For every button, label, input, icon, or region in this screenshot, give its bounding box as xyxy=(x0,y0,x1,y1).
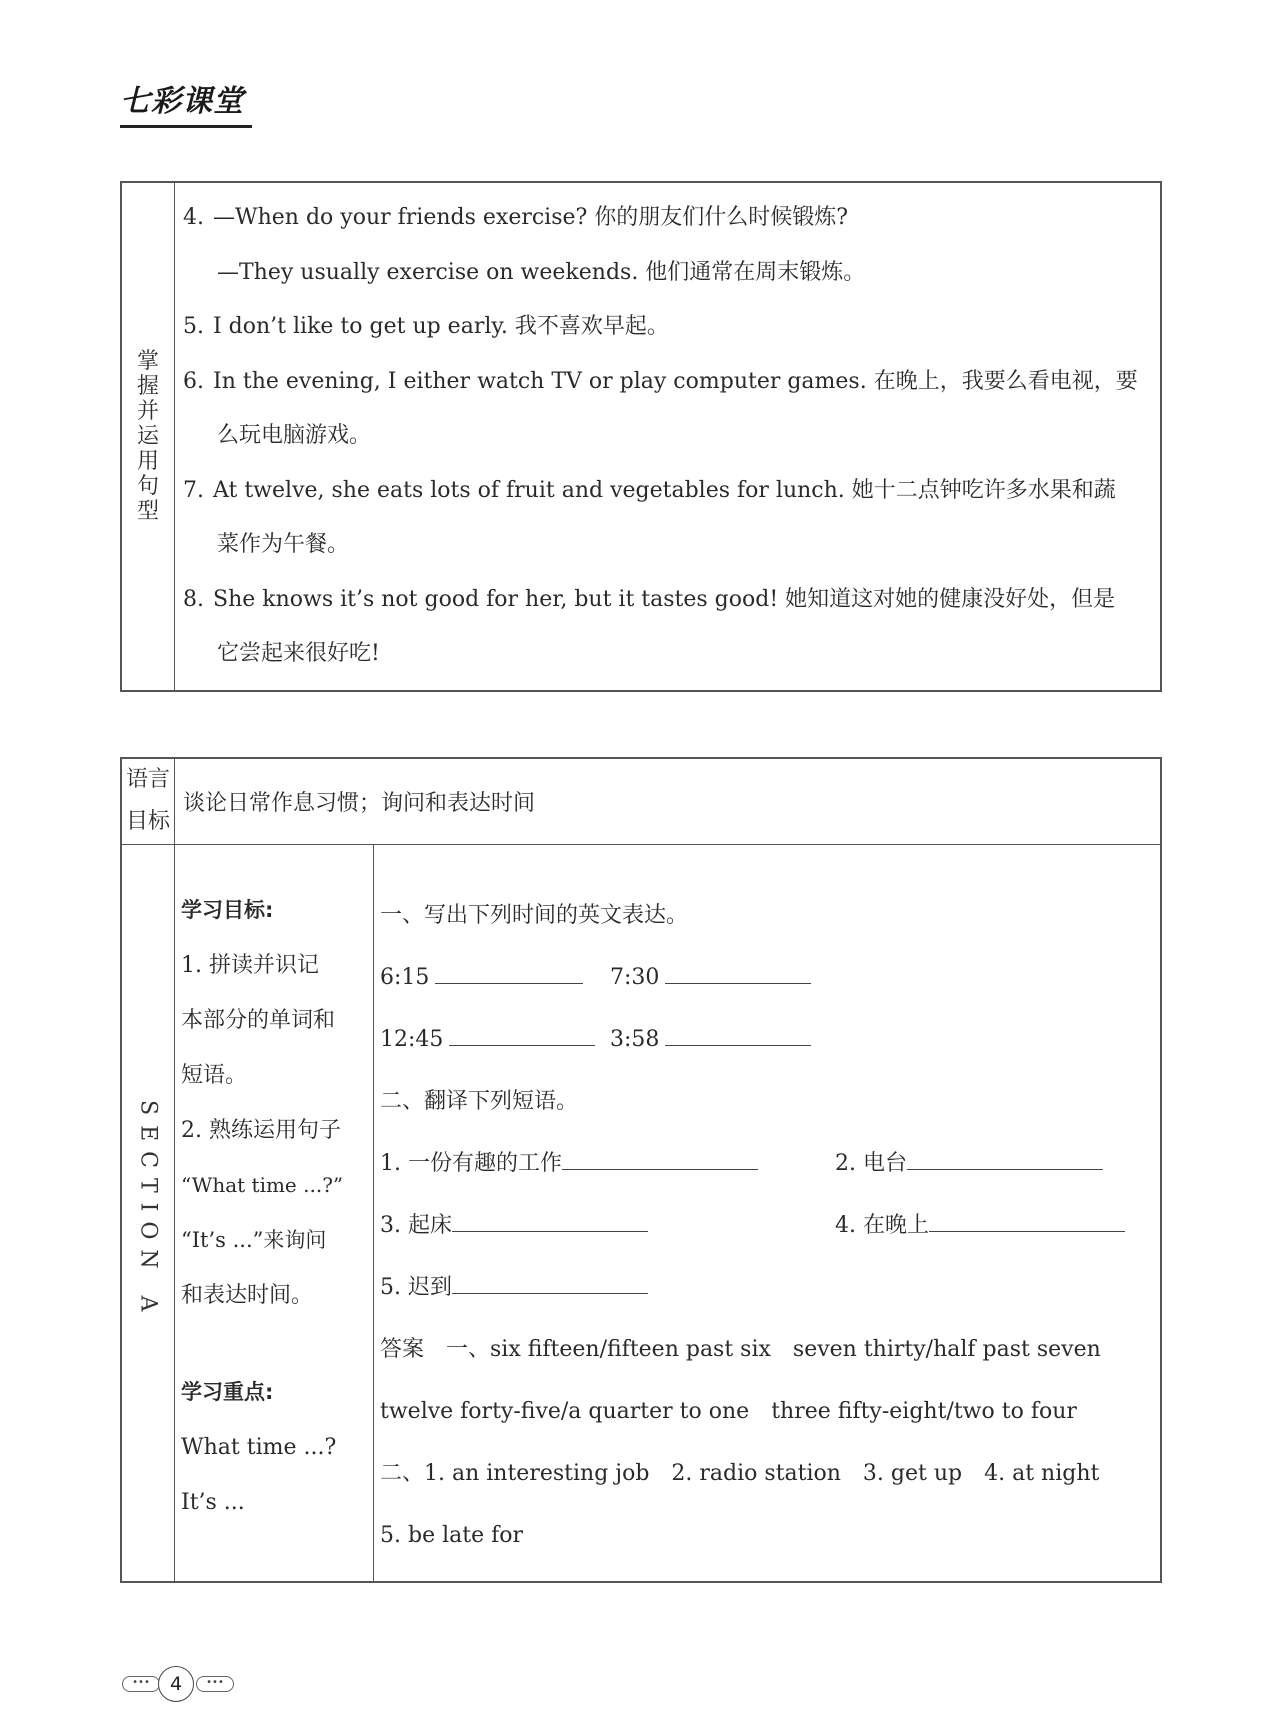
side-char: 句 xyxy=(136,473,159,499)
sentence-line: 么玩电脑游戏。 xyxy=(217,423,372,448)
time-item: 6:15 xyxy=(380,947,610,1009)
side-char: 用 xyxy=(136,448,159,474)
sentence-line: 6. In the evening, I either watch TV or play computer games. 在晚上，我要么看电视，要 xyxy=(183,368,1138,394)
logo xyxy=(120,82,260,128)
answer-blank[interactable] xyxy=(435,957,583,984)
time-item: 7:30 xyxy=(610,947,811,1009)
page-number: 4 xyxy=(158,1666,194,1702)
side-char: 并 xyxy=(136,398,159,424)
sentence-line: 它尝起来很好吃! xyxy=(217,641,380,666)
answer-blank[interactable] xyxy=(665,957,811,984)
language-goal-text: 谈论日常作息习惯；询问和表达时间 xyxy=(175,758,1162,844)
time-item: 3:58 xyxy=(610,1009,811,1071)
sentence-line: 菜作为午餐。 xyxy=(217,532,350,557)
sentence-line: 8. She knows it’s not good for her, but it tastes good! 她知道这对她的健康没好处，但是 xyxy=(183,586,1116,612)
logo-text: 七彩课堂 xyxy=(120,84,244,119)
goal-line: 1. 拼读并识记 xyxy=(181,952,319,978)
phrase-item: 4. 在晚上 xyxy=(835,1195,1125,1257)
answer-blank[interactable] xyxy=(907,1143,1103,1170)
phrase-item: 1. 一份有趣的工作 xyxy=(380,1133,835,1195)
side-char: 型 xyxy=(136,498,159,524)
side-char: 握 xyxy=(136,373,159,399)
logo-underline xyxy=(120,125,252,128)
phrase-item: 2. 电台 xyxy=(835,1133,1103,1195)
answer-blank[interactable] xyxy=(929,1205,1125,1232)
sentences-table xyxy=(120,181,1162,692)
key-point-line: It’s ... xyxy=(181,1489,245,1515)
answer-blank[interactable] xyxy=(562,1143,758,1170)
sentence-line: —They usually exercise on weekends. 他们通常在周末锻炼。 xyxy=(217,259,866,285)
phrase-row xyxy=(380,1257,1150,1319)
phrase-row xyxy=(380,1133,1150,1195)
goals-title: 学习目标: xyxy=(181,897,274,922)
sentence-line: 5. I don’t like to get up early. 我不喜欢早起。 xyxy=(183,314,669,339)
time-row xyxy=(380,947,1150,1009)
phrase-item: 5. 迟到 xyxy=(380,1257,648,1319)
answer-line: 二、1. an interesting job 2. radio station 3. get up 4. at night xyxy=(380,1460,1100,1486)
goal-line: 短语。 xyxy=(181,1062,248,1088)
answer-line: 5. be late for xyxy=(380,1522,523,1548)
goal-line: 2. 熟练运用句子 xyxy=(181,1117,341,1143)
goal-line: “It’s ...”来询问 xyxy=(181,1227,327,1252)
section-label xyxy=(121,844,175,1582)
answer-blank[interactable] xyxy=(665,1019,811,1046)
phrase-item: 3. 起床 xyxy=(380,1195,835,1257)
learning-goals xyxy=(175,844,374,1582)
sentence-line: 4. —When do your friends exercise? 你的朋友们什么时候锻炼? xyxy=(183,205,849,230)
language-goal-label xyxy=(121,758,175,844)
answer-line: twelve forty-five/a quarter to one three fifty-eight/two to four xyxy=(380,1398,1077,1424)
goal-line: 本部分的单词和 xyxy=(181,1007,336,1033)
section-a-table xyxy=(120,757,1162,1583)
goal-line: “What time ...?” xyxy=(181,1172,344,1197)
dots-decoration: ••• xyxy=(122,1676,160,1692)
sentences-side-label xyxy=(121,182,175,691)
side-char: 运 xyxy=(136,423,159,449)
time-item: 12:45 xyxy=(380,1009,610,1071)
lang-label-line: 目标 xyxy=(125,809,170,835)
section-label-text: SECTION A xyxy=(135,1100,161,1322)
answer-blank[interactable] xyxy=(452,1205,648,1232)
answer-blank[interactable] xyxy=(452,1267,648,1294)
dots-decoration: ••• xyxy=(196,1676,234,1692)
page-number-badge xyxy=(122,1666,232,1700)
answer-blank[interactable] xyxy=(449,1019,595,1046)
phrase-row xyxy=(380,1195,1150,1257)
time-row xyxy=(380,1009,1150,1071)
lang-label-line: 语言 xyxy=(125,767,170,793)
sentences-content xyxy=(175,182,1162,691)
answer-line: 答案 一、six fifteen/fifteen past six seven thirty/half past seven xyxy=(380,1336,1101,1362)
key-points-title: 学习重点: xyxy=(181,1379,274,1404)
goal-line: 和表达时间。 xyxy=(181,1282,314,1308)
part2-title: 二、翻译下列短语。 xyxy=(380,1088,579,1114)
part1-title: 一、写出下列时间的英文表达。 xyxy=(380,902,689,928)
sentence-line: 7. At twelve, she eats lots of fruit and vegetables for lunch. 她十二点钟吃许多水果和蔬 xyxy=(183,477,1116,503)
exercise-area xyxy=(374,844,1162,1582)
side-char: 掌 xyxy=(136,348,159,374)
key-point-line: What time ...? xyxy=(181,1434,337,1460)
